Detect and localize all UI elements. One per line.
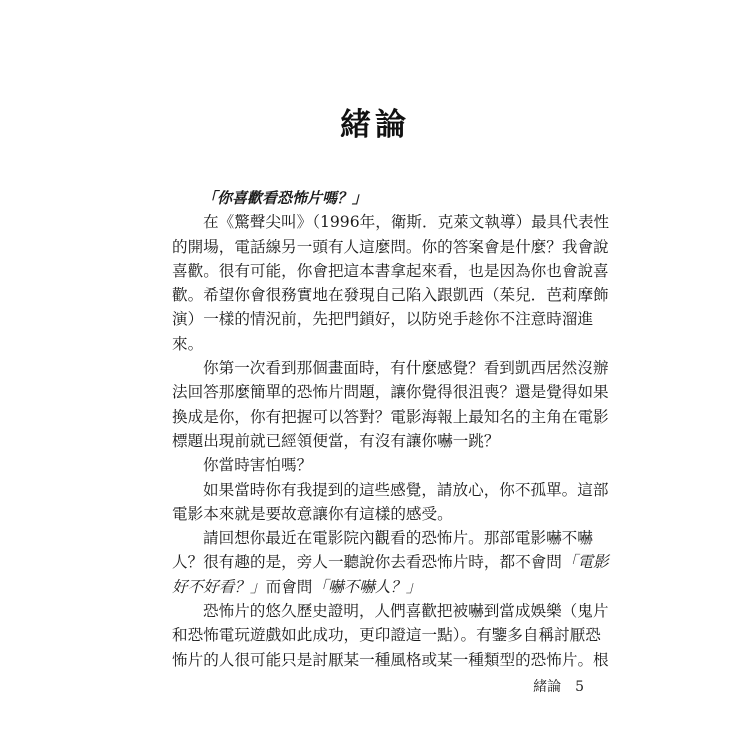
text-line xyxy=(172,550,609,574)
italic-quote: 「電影 xyxy=(561,553,609,572)
paragraph xyxy=(172,210,610,356)
text-line: 歡。希望你會很務實地在發現自己陷入跟凱西（茱兒．芭莉摩飾 xyxy=(172,286,609,305)
text-line: 電影本來就是要故意讓你有這樣的感受。 xyxy=(172,504,453,523)
text-line xyxy=(172,575,580,599)
section-heading: 「你喜歡看恐怖片嗎？」 xyxy=(202,189,368,207)
text-line: 在《驚聲尖叫》（1996年，衛斯．克萊文執導）最具代表性 xyxy=(203,213,610,232)
text-line: 你當時害怕嗎？ xyxy=(203,456,313,475)
paragraph xyxy=(172,599,609,672)
text-line: 喜歡。很有可能，你會把這本書拿起來看，也是因為你也會說喜 xyxy=(172,261,609,280)
text-fragment: 人？很有趣的是，旁人一聽說你去看恐怖片時，都不會問 xyxy=(172,553,562,572)
chapter-title: 緒論 xyxy=(340,106,410,143)
paragraph xyxy=(172,478,609,527)
text-line: 怖片的人很可能只是討厭某一種風格或某一種類型的恐怖片。根 xyxy=(172,650,609,669)
text-line: 請回想你最近在電影院內觀看的恐怖片。那部電影嚇不嚇 xyxy=(203,529,593,548)
italic-quote: 「嚇不嚇人？」 xyxy=(312,577,422,596)
text-line: 的開場，電話線另一頭有人這麼問。你的答案會是什麼？我會說 xyxy=(172,237,609,256)
text-line: 標題出現前就已經領便當，有沒有讓你嚇一跳？ xyxy=(172,431,500,450)
text-line: 法回答那麼簡單的恐怖片問題，讓你覺得很沮喪？還是覺得如果 xyxy=(172,383,609,402)
paragraph xyxy=(172,356,609,453)
page-footer xyxy=(0,676,584,696)
text-line: 如果當時你有我提到的這些感覺，請放心，你不孤單。這部 xyxy=(203,480,609,499)
text-line: 恐怖片的悠久歷史證明，人們喜歡把被嚇到當成娛樂（鬼片 xyxy=(203,602,609,621)
paragraph xyxy=(172,526,609,599)
body-text xyxy=(172,186,610,672)
text-line: 你第一次看到那個畫面時，有什麼感覺？看到凱西居然沒辦 xyxy=(203,359,609,378)
text-line: 和恐怖電玩遊戲如此成功，更印證這一點）。有鑒多自稱討厭恐 xyxy=(172,626,601,645)
text-line: 來。 xyxy=(172,334,204,353)
italic-quote: 好不好看？」 xyxy=(172,577,266,596)
text-fragment: 而會問 xyxy=(265,577,313,596)
text-line: 換成是你，你有把握可以答對？電影海報上最知名的主角在電影 xyxy=(172,407,609,426)
page-number: 5 xyxy=(575,679,584,695)
paragraph xyxy=(172,453,580,477)
text-line: 演）一樣的情況前，先把門鎖好，以防兇手趁你不注意時溜進 xyxy=(172,310,594,329)
running-head: 緒論 xyxy=(533,679,562,695)
